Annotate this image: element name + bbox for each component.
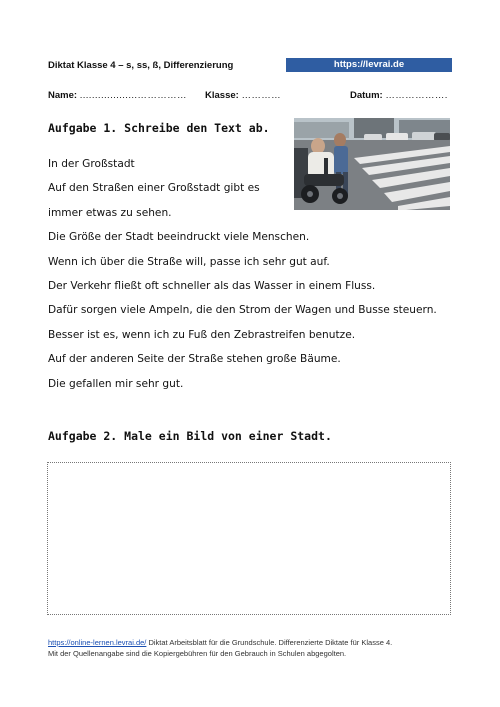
dictation-text <box>48 152 437 396</box>
text-line: Wenn ich über die Straße will, passe ich sehr gut auf. <box>48 255 330 268</box>
name-field <box>48 90 187 101</box>
text-line: Auf den Straßen einer Großstadt gibt es <box>48 182 260 195</box>
name-label: Name: <box>48 90 78 101</box>
text-line: Der Verkehr fließt oft schneller als das Wasser in einem Fluss. <box>48 279 376 292</box>
footer <box>48 637 392 659</box>
footer-line-1-text: Diktat Arbeitsblatt für die Grundschule. Differenzierte Diktate für Klasse 4. <box>146 638 393 647</box>
site-badge[interactable]: https://levrai.de <box>286 58 452 72</box>
text-line: Besser ist es, wenn ich zu Fuß den Zebrastreifen benutze. <box>48 328 356 341</box>
class-field <box>205 90 281 101</box>
class-label: Klasse: <box>205 90 239 101</box>
name-dots: ...................…………… <box>79 90 187 101</box>
class-dots: ………… <box>241 90 282 101</box>
date-label: Datum: <box>350 90 383 101</box>
text-line: Die gefallen mir sehr gut. <box>48 377 184 390</box>
date-dots: ………………. <box>385 90 448 101</box>
footer-link[interactable]: https://online-lernen.levrai.de/ <box>48 638 147 647</box>
text-line: Dafür sorgen viele Ampeln, die den Strom der Wagen und Busse steuern. <box>48 304 437 317</box>
text-line: immer etwas zu sehen. <box>48 206 172 219</box>
footer-line-2: Mit der Quellenangabe sind die Kopiergebühren für den Gebrauch in Schulen abgegolten. <box>48 649 347 658</box>
date-field <box>350 90 448 101</box>
footer-line-1 <box>48 637 392 648</box>
text-line: Die Größe der Stadt beeindruckt viele Menschen. <box>48 231 310 244</box>
text-line: In der Großstadt <box>48 158 135 170</box>
drawing-area[interactable] <box>47 462 451 615</box>
task2-title: Aufgabe 2. Male ein Bild von einer Stadt. <box>48 429 332 443</box>
task1-title: Aufgabe 1. Schreibe den Text ab. <box>48 121 270 135</box>
text-line: Auf der anderen Seite der Straße stehen große Bäume. <box>48 353 341 366</box>
worksheet-title: Diktat Klasse 4 – s, ss, ß, Differenzierung <box>48 60 234 71</box>
